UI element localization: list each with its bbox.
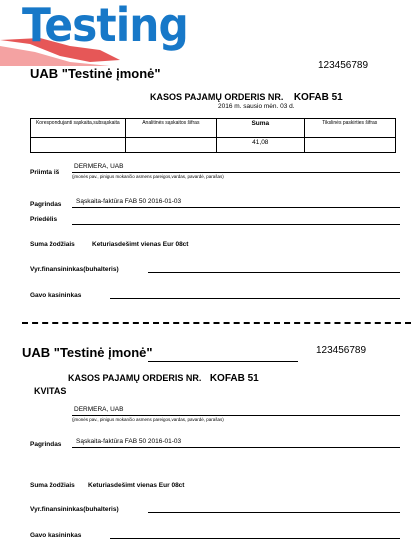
table-cell bbox=[125, 138, 216, 153]
cashier-label: Gavo kasininkas bbox=[30, 532, 82, 539]
table-header: Analitinės sąskaitos šifras bbox=[125, 119, 216, 138]
attachment-label: Priedėlis bbox=[30, 216, 58, 223]
received-hint: (įmonės pav., pinigus mokančio asmens pareigos,vardas, pavardė, parašas) bbox=[72, 417, 224, 422]
cashier-line bbox=[110, 298, 400, 299]
received-hint: (įmonės pav., pinigus mokančio asmens pareigos,vardas, pavardė, parašas) bbox=[72, 174, 224, 179]
accountant-line bbox=[148, 512, 400, 513]
received-label: Priimta iš bbox=[30, 169, 60, 176]
order-title bbox=[68, 368, 259, 386]
receipt-label: KVITAS bbox=[34, 386, 67, 396]
table-header: Suma bbox=[217, 119, 304, 138]
attachment-line bbox=[72, 224, 400, 225]
accountant-label: Vyr.finansininkas(buhalteris) bbox=[30, 506, 119, 513]
table-cell: 41,08 bbox=[217, 138, 304, 153]
order-date: 2016 m. sausio mėn. 03 d. bbox=[218, 103, 295, 110]
amount-words-label: Suma žodžiais bbox=[30, 241, 75, 248]
testing-logo bbox=[0, 0, 188, 66]
received-line bbox=[72, 415, 400, 416]
basis-value: Sąskaita-faktūra FAB 50 2016-01-03 bbox=[76, 438, 182, 445]
cashier-line bbox=[110, 538, 400, 539]
basis-value: Sąskaita-faktūra FAB 50 2016-01-03 bbox=[76, 198, 182, 205]
accountant-label: Vyr.finansininkas(buhalteris) bbox=[30, 266, 119, 273]
company-name: UAB "Testinė įmonė" bbox=[30, 66, 161, 81]
table-header: Tikslinės paskirties šifras bbox=[304, 119, 395, 138]
cashier-label: Gavo kasininkas bbox=[30, 292, 82, 299]
company-line bbox=[148, 361, 298, 362]
company-code: 123456789 bbox=[316, 345, 367, 356]
accountant-line bbox=[148, 272, 400, 273]
cut-line bbox=[22, 322, 411, 324]
order-title-text: KASOS PAJAMŲ ORDERIS NR. bbox=[150, 92, 284, 102]
amount-words-value: Keturiasdešimt vienas Eur 08ct bbox=[88, 482, 185, 489]
basis-line bbox=[72, 447, 400, 448]
order-title-text: KASOS PAJAMŲ ORDERIS NR. bbox=[68, 373, 202, 383]
table-header: Korespondujanti sąskaita,subsąskaita bbox=[31, 119, 126, 138]
order-number: KOFAB 51 bbox=[293, 92, 343, 103]
logo-text: Testing bbox=[22, 0, 188, 52]
received-value: DERMERA, UAB bbox=[74, 163, 124, 170]
company-code: 123456789 bbox=[318, 60, 369, 71]
amount-words-value: Keturiasdešimt vienas Eur 08ct bbox=[92, 241, 189, 248]
table-cell bbox=[304, 138, 395, 153]
company-name: UAB "Testinė įmonė" bbox=[22, 345, 153, 360]
order-number: KOFAB 51 bbox=[209, 373, 259, 384]
correspondence-table bbox=[30, 118, 396, 153]
basis-line bbox=[72, 207, 400, 208]
basis-label: Pagrindas bbox=[30, 201, 62, 208]
amount-words-label: Suma žodžiais bbox=[30, 482, 75, 489]
received-value: DERMERA, UAB bbox=[74, 406, 124, 413]
received-line bbox=[72, 172, 400, 173]
basis-label: Pagrindas bbox=[30, 441, 62, 448]
table-cell bbox=[31, 138, 126, 153]
